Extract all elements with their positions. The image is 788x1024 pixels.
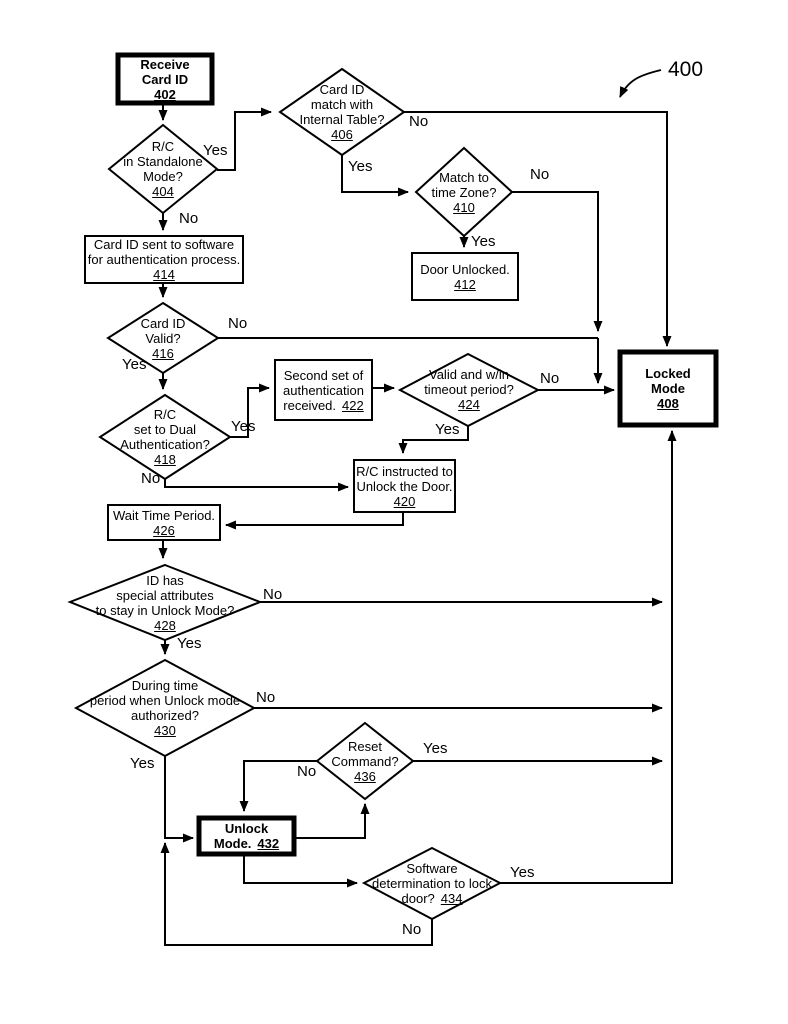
figure-callout-leader xyxy=(620,70,661,97)
edge-404-yes-406 xyxy=(217,112,271,170)
node-receive-card-id-402: Receive Card ID 402 xyxy=(140,56,190,102)
edge-410-no-joinB xyxy=(512,192,598,331)
node-dual-authentication-418: R/C set to Dual Authentication? 418 xyxy=(120,407,210,467)
edge-432-436 xyxy=(294,804,365,838)
node-special-attributes-428: ID has special attributes to stay in Unlock Mode? 428 xyxy=(95,572,235,633)
label-436-yes: Yes xyxy=(423,740,448,757)
edge-420-426 xyxy=(226,512,403,525)
node-card-id-valid-416: Card ID Valid? 416 xyxy=(140,315,186,361)
edge-432-434 xyxy=(244,854,357,883)
label-404-no: No xyxy=(179,210,199,227)
label-430-yes: Yes xyxy=(130,755,155,772)
figure-number: 400 xyxy=(668,58,704,81)
node-locked-mode-408: Locked Mode 408 xyxy=(645,366,691,411)
label-424-no: No xyxy=(540,370,560,387)
node-door-unlocked-412: Door Unlocked. 412 xyxy=(420,261,510,292)
node-internal-table-match-406: Card ID match with Internal Table? 406 xyxy=(299,82,385,142)
label-404-yes: Yes xyxy=(203,142,228,159)
node-timeout-period-424: Valid and w/in timeout period? 424 xyxy=(424,366,514,412)
label-406-yes: Yes xyxy=(348,158,373,175)
node-unlock-door-instruct-420: R/C instructed to Unlock the Door. 420 xyxy=(356,463,453,509)
label-424-yes: Yes xyxy=(435,421,460,438)
node-software-lock-determination-434: Software determination to lock door? 434 xyxy=(372,861,492,906)
node-time-zone-match-410: Match to time Zone? 410 xyxy=(431,169,497,215)
edge-434-yes-408 xyxy=(500,431,672,883)
label-410-yes: Yes xyxy=(471,233,496,250)
label-430-no: No xyxy=(256,689,276,706)
label-410-no: No xyxy=(530,166,550,183)
node-reset-command-436: Reset Command? 436 xyxy=(331,738,399,784)
edge-430-yes-432 xyxy=(165,756,193,838)
node-wait-time-period-426: Wait Time Period. 426 xyxy=(112,507,216,538)
label-428-yes: Yes xyxy=(177,635,202,652)
label-434-no: No xyxy=(402,921,422,938)
label-418-yes: Yes xyxy=(231,418,256,435)
node-unlock-authorized-period-430: During time period when Unlock mode authorized? 430 xyxy=(89,678,241,738)
node-card-id-sent-414: Card ID sent to software for authentication process. 414 xyxy=(87,237,241,282)
node-second-set-auth-422: Second set of authentication received. 422 xyxy=(283,367,364,413)
label-428-no: No xyxy=(263,586,283,603)
label-434-yes: Yes xyxy=(510,864,535,881)
label-406-no: No xyxy=(409,113,429,130)
label-416-no: No xyxy=(228,315,248,332)
label-436-no: No xyxy=(297,763,317,780)
label-418-no: No xyxy=(141,470,161,487)
node-unlock-mode-432: Unlock Mode. 432 xyxy=(213,821,280,851)
edge-418-no-420 xyxy=(165,479,348,487)
node-standalone-mode-404: R/C in Standalone Mode? 404 xyxy=(123,139,203,199)
label-416-yes: Yes xyxy=(122,356,147,373)
